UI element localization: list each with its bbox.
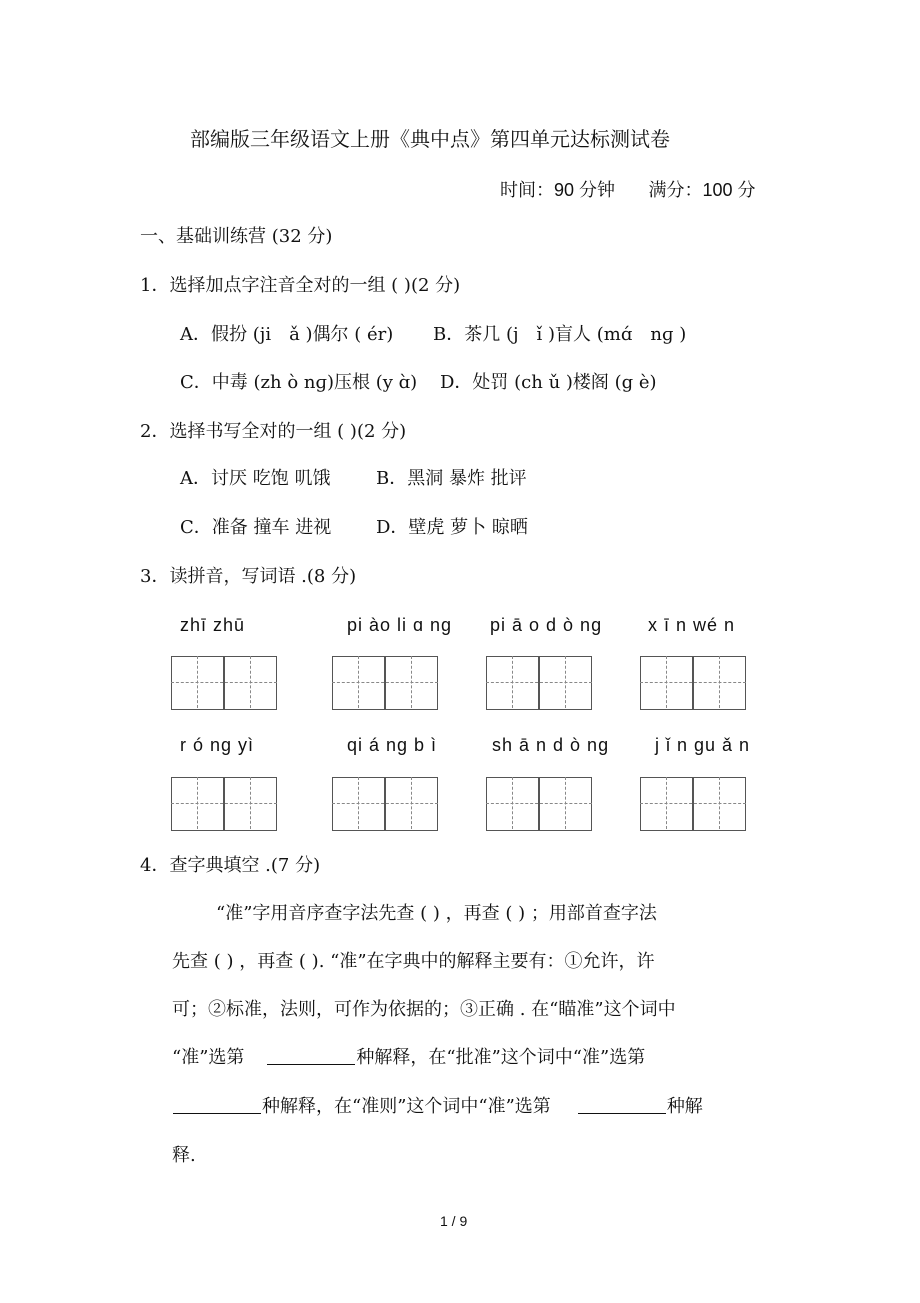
q4-text-line: 可；②标准，法则，可作为依据的；③正确 . 在“瞄准”这个词中: [172, 999, 676, 1020]
exam-info: [500, 178, 756, 203]
q2-option-d: D．壁虎 萝卜 晾晒: [376, 517, 528, 538]
writing-grid[interactable]: [486, 656, 592, 710]
q2-option-c: C．准备 撞车 进视: [180, 517, 332, 538]
answer-blank[interactable]: [173, 1095, 261, 1114]
q4-text-line: [172, 1046, 645, 1070]
q4-text: 种解: [666, 1096, 703, 1117]
answer-blank[interactable]: [578, 1095, 666, 1114]
pinyin-label: x ī n wé n: [648, 615, 736, 635]
pinyin-label: j ǐ n gu ǎ n: [655, 735, 751, 755]
doc-title: 部编版三年级语文上册《典中点》第四单元达标测试卷: [190, 127, 670, 151]
q4-text: 种解释，在“批准”这个词中“准”选第: [356, 1047, 646, 1068]
q1-option-a: A．假扮 (ji ǎ )偶尔 ( ér): [180, 324, 394, 345]
writing-grid[interactable]: [171, 656, 277, 710]
score-label: 满分：: [648, 180, 703, 201]
question-4-stem: 4．查字典填空 .(7 分): [140, 855, 321, 876]
q1-option-b: B．茶几 (j ǐ )盲人 (mɑ́ nɡ ): [433, 324, 687, 345]
writing-grid[interactable]: [640, 777, 746, 831]
answer-blank[interactable]: [267, 1046, 355, 1065]
q4-text-line: 释.: [172, 1145, 196, 1166]
pinyin-label: zhī zhū: [180, 615, 246, 635]
time-label: 时间：: [500, 180, 554, 201]
writing-grid[interactable]: [640, 656, 746, 710]
time-value: 90 分钟: [554, 180, 616, 200]
score-value: 100 分: [702, 180, 756, 200]
question-2-stem: 2．选择书写全对的一组 ( )(2 分): [140, 421, 407, 442]
pinyin-label: pi ào li ɑ ng: [347, 615, 453, 635]
q4-text-line: 先查 ( ) ，再查 ( ). “准”在字典中的解释主要有：①允许，许: [172, 951, 655, 972]
q4-text-line: [172, 1095, 703, 1119]
pinyin-label: pi ā o d ò ng: [490, 615, 603, 635]
pinyin-label: sh ā n d ò ng: [492, 735, 610, 755]
pinyin-label: r ó ng yì: [180, 735, 255, 755]
writing-grid[interactable]: [332, 777, 438, 831]
q4-text: “准”选第: [172, 1047, 245, 1068]
page-number: 1 / 9: [440, 1213, 468, 1229]
q2-option-b: B．黑洞 暴炸 批评: [376, 468, 527, 489]
writing-grid[interactable]: [171, 777, 277, 831]
section-heading: 一、基础训练营 (32 分): [140, 226, 333, 247]
writing-grid[interactable]: [486, 777, 592, 831]
q2-option-a: A．讨厌 吃饱 叽饿: [180, 468, 331, 489]
q4-text-line: “准”字用音序查字法先查 ( ) ，再查 ( ) ；用部首查字法: [216, 903, 657, 924]
pinyin-label: qi á ng b ì: [347, 735, 438, 755]
q1-option-d: D．处罚 (ch ǔ )楼阁 (g è): [440, 372, 657, 393]
question-1-stem: 1．选择加点字注音全对的一组 ( )(2 分): [140, 275, 461, 296]
q4-text: 种解释，在“准则”这个词中“准”选第: [262, 1096, 551, 1117]
q1-option-c: C．中毒 (zh ò nɡ)压根 (y ɑ̀): [180, 372, 418, 393]
writing-grid[interactable]: [332, 656, 438, 710]
question-3-stem: 3．读拼音，写词语 .(8 分): [140, 566, 357, 587]
